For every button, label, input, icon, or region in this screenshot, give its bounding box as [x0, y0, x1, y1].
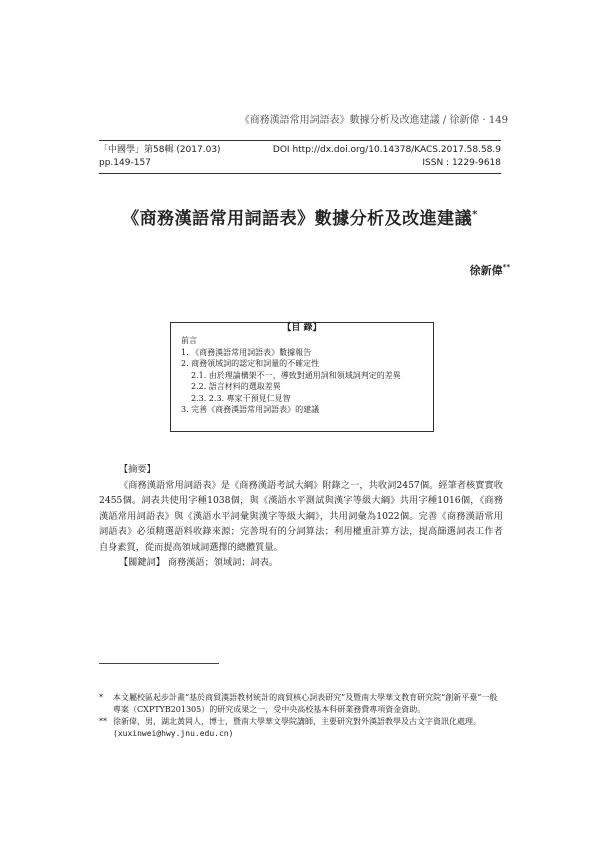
toc-item: 2.3. 2.3. 專家干預見仁見智: [191, 393, 291, 403]
toc-item: 2.2. 語言材料的選取差異: [191, 382, 281, 391]
table-of-contents: [170, 322, 434, 432]
paper-title: [0, 204, 600, 229]
keywords-label: 【關鍵詞】: [119, 557, 165, 568]
publication-meta: [99, 140, 501, 174]
abstract-label: 【摘要】: [119, 464, 156, 475]
toc-heading: 【目 錄】: [272, 323, 331, 333]
doi-link[interactable]: DOI http://dx.doi.org/10.14378/KACS.2017.58.58.9: [272, 145, 501, 155]
author-text: 徐新偉: [469, 264, 503, 277]
toc-item: 1. 《商務漢語常用詞語表》數據報告: [181, 347, 312, 357]
footnote-mark: **: [99, 717, 107, 726]
footnotes: [99, 692, 503, 740]
author-footnote-mark: **: [502, 262, 510, 272]
toc-item: 2. 商務領域詞的認定和詞量的不確定性: [181, 359, 320, 368]
keywords-line: [119, 555, 503, 571]
footnote-item: [99, 692, 503, 715]
toc-item: 2.1. 由於理論構架不一，導致對通用詞和領域詞判定的差異: [191, 370, 401, 380]
author-email[interactable]: (xuxinwei@hwy.jnu.edu.cn): [113, 728, 234, 738]
keywords-text: 商務漢語；領域詞；詞表。: [167, 557, 279, 568]
abstract-section: [99, 462, 503, 571]
footnote-item: [99, 716, 503, 739]
title-text: 《商務漢語常用詞語表》數據分析及改進建議: [122, 209, 473, 229]
footnote-mark: *: [99, 693, 103, 702]
abstract-body: 《商務漢語常用詞語表》是《商務漢語考試大綱》附錄之一，共收詞2457個。經筆者核實實收2455個。詞表共使用字種1038個，與《漢語水平測試與漢字等級大綱》共用字種1016個，《商務漢語常用詞語表》與《漢語水平詞彙與漢字等級大綱》，共用詞彙為1022個。完善《商務漢語常用詞語表》必須精選語料收錄來源；完善現有的分詞算法；利用權重計算方法，提高篩選詞表工作者自身素質，從而提高領域詞選擇的總體質量。: [99, 479, 503, 553]
footnote-text: 本文屬校區起步計畫“基於商貿漢語教材統計的商貿核心詞表研究”及暨南大學華文教育研究院“創新平臺”一般專案（CXPTYB201305）的研究成果之一，受中央高校基本科研業務費專項資金資助。: [113, 693, 498, 714]
footnote-divider: [99, 663, 219, 664]
page-range: pp.149-157: [99, 158, 151, 168]
toc-list: [181, 335, 401, 416]
issn: ISSN : 1229-9618: [422, 158, 501, 168]
footnote-text: [113, 716, 503, 739]
toc-item: 3. 完善《商務漢語常用詞語表》的建議: [181, 405, 320, 414]
toc-item: 前言: [181, 336, 197, 345]
title-footnote-mark: *: [472, 209, 478, 221]
author-name: [470, 262, 510, 278]
footnote-body: 徐新偉，男，湖北黃岡人，博士，暨南大學華文學院講師，主要研究對外漢語教學及古文字資訊化處理。: [113, 717, 481, 726]
journal-info: 「中國學」第58輯 (2017.03): [99, 145, 221, 155]
running-header: 《商務漢語常用詞語表》數據分析及改進建議 / 徐新偉 · 149: [239, 115, 508, 126]
